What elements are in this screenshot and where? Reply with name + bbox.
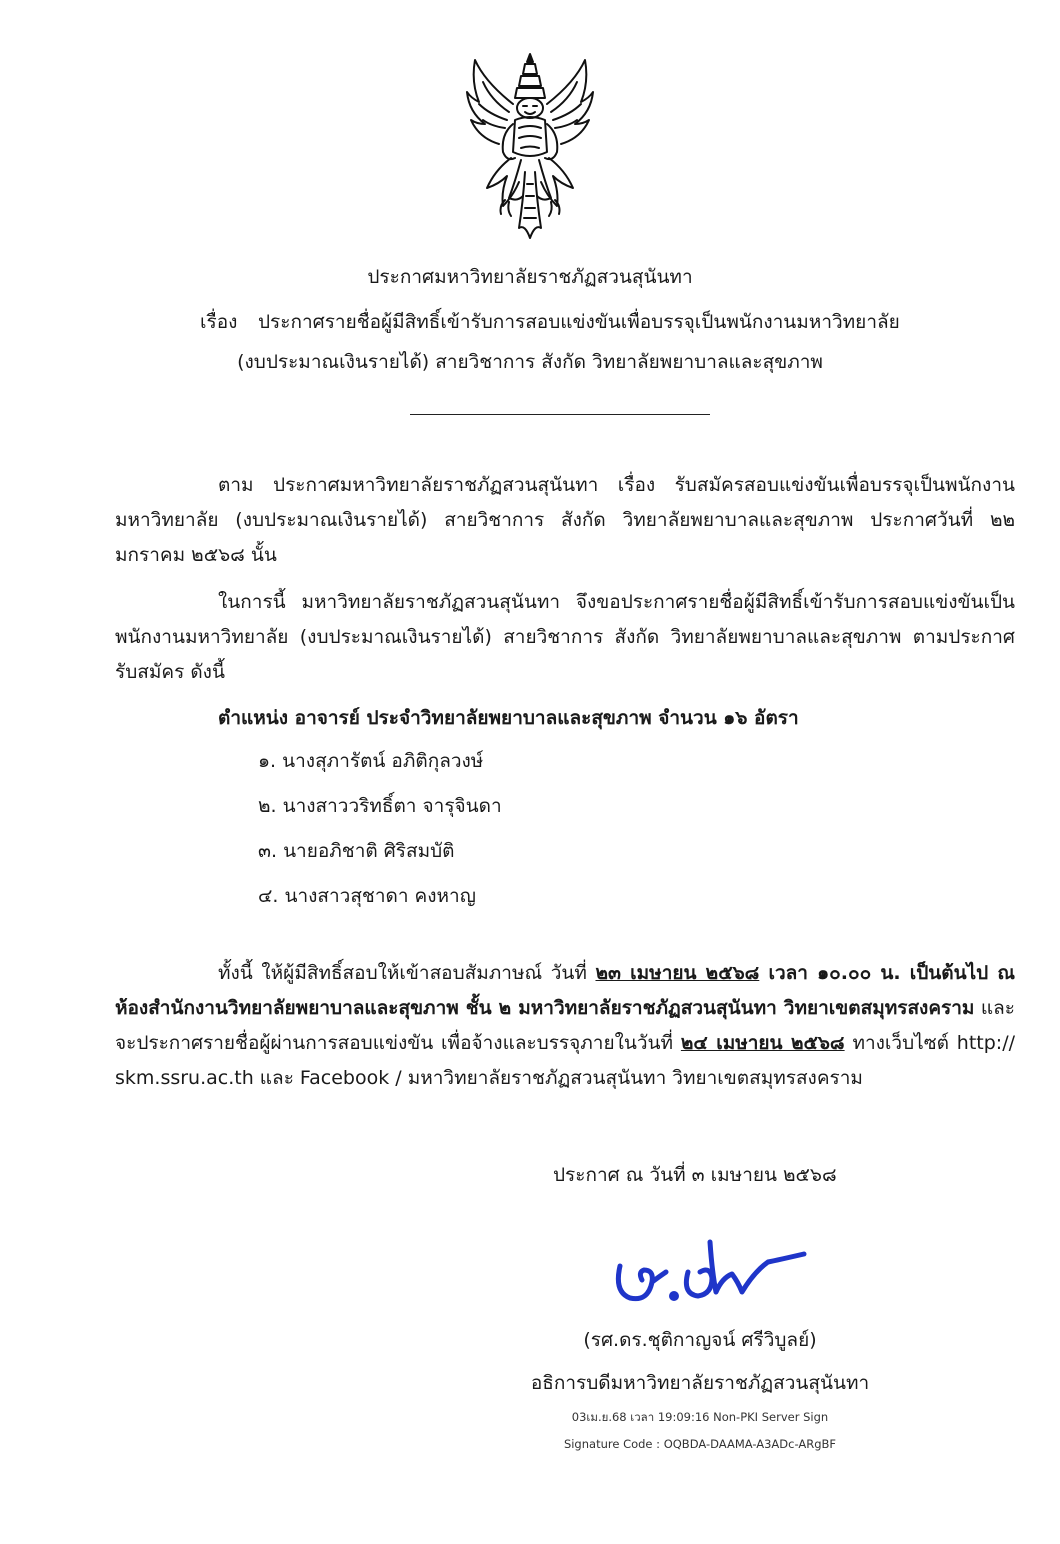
signature-meta-code: Signature Code : OQBDA-DAAMA-A3ADc-ARgBF [563, 1437, 837, 1451]
text-run: และ [974, 997, 1015, 1019]
list-item: ๒. นางสาววริทธิ์ตา จารุจินดา [258, 795, 502, 817]
paragraph-line [115, 1026, 1015, 1061]
paragraph-line [115, 991, 1015, 1026]
paragraph-announcement [115, 585, 1015, 690]
announce-date: ประกาศ ณ วันที่ ๓ เมษายน ๒๕๖๘ [553, 1164, 837, 1186]
text-run: ทางเว็บไซต์ http:// [844, 1032, 1015, 1054]
paragraph-line [115, 956, 1015, 991]
paragraph-line: พนักงานมหาวิทยาลัย (งบประมาณเงินรายได้) สายวิชาการ สังกัด วิทยาลัยพยาบาลและสุขภาพ ตามประกาศ [115, 626, 1015, 648]
document-title: ประกาศมหาวิทยาลัยราชภัฏสวนสุนันทา [367, 266, 693, 288]
text-run: ทั้งนี้ ให้ผู้มีสิทธิ์สอบให้เข้าสอบสัมภาษณ์ วันที่ [218, 962, 596, 984]
garuda-emblem-icon [465, 52, 595, 240]
interview-location: ห้องสำนักงานวิทยาลัยพยาบาลและสุขภาพ ชั้น ๒ มหาวิทยาลัยราชภัฏสวนสุนันทา วิทยาเขตสมุทรสงคราม [115, 997, 975, 1019]
text-run: เวลา ๑๐.๐๐ น. เป็นต้นไป ณ [759, 962, 1015, 984]
position-heading: ตำแหน่ง อาจารย์ ประจำวิทยาลัยพยาบาลและสุขภาพ จำนวน ๑๖ อัตรา [218, 707, 799, 729]
subject-line-2: (งบประมาณเงินรายได้) สายวิชาการ สังกัด วิทยาลัยพยาบาลและสุขภาพ [237, 351, 823, 373]
interview-date: ๒๓ เมษายน ๒๕๖๘ [595, 962, 760, 984]
candidate-list [258, 746, 502, 926]
subject-block [200, 308, 900, 336]
list-item: ๓. นายอภิชาติ ศิริสมบัติ [258, 840, 455, 862]
paragraph-line: มกราคม ๒๕๖๘ นั้น [115, 544, 277, 566]
paragraph-line: skm.ssru.ac.th และ Facebook / มหาวิทยาลัยราชภัฏสวนสุนันทา วิทยาเขตสมุทรสงคราม [115, 1067, 863, 1089]
paragraph-line: ในการนี้ มหาวิทยาลัยราชภัฏสวนสุนันทา จึงขอประกาศรายชื่อผู้มีสิทธิ์เข้ารับการสอบแข่งขันเป็น [218, 591, 1015, 613]
signer-name: (รศ.ดร.ชุติกาญจน์ ศรีวิบูลย์) [583, 1329, 817, 1351]
paragraph-line: ตาม ประกาศมหาวิทยาลัยราชภัฏสวนสุนันทา เรื่อง รับสมัครสอบแข่งขันเพื่อบรรจุเป็นพนักงาน [218, 474, 1015, 496]
text-run: จะประกาศรายชื่อผู้ผ่านการสอบแข่งขัน เพื่อจ้างและบรรจุภายในวันที่ [115, 1032, 681, 1054]
header-divider [410, 414, 710, 415]
result-date: ๒๔ เมษายน ๒๕๖๘ [680, 1032, 845, 1054]
paragraph-interview [115, 956, 1015, 1096]
signature-icon [608, 1232, 818, 1312]
list-item: ๑. นางสุภารัตน์ อภิติกุลวงษ์ [258, 750, 484, 772]
paragraph-line: มหาวิทยาลัย (งบประมาณเงินรายได้) สายวิชาการ สังกัด วิทยาลัยพยาบาลและสุขภาพ ประกาศวันที่ ๒๒ [115, 509, 1015, 531]
paragraph-reference [115, 468, 1015, 573]
list-item: ๔. นางสาวสุชาดา คงหาญ [258, 885, 476, 907]
paragraph-line: รับสมัคร ดังนี้ [115, 661, 225, 683]
signature-meta-time: 03เม.ย.68 เวลา 19:09:16 Non-PKI Server Sign [571, 1410, 829, 1424]
subject-label: เรื่อง [200, 311, 238, 333]
signer-title: อธิการบดีมหาวิทยาลัยราชภัฏสวนสุนันทา [530, 1372, 870, 1394]
subject-line-1: ประกาศรายชื่อผู้มีสิทธิ์เข้ารับการสอบแข่งขันเพื่อบรรจุเป็นพนักงานมหาวิทยาลัย [258, 311, 900, 333]
